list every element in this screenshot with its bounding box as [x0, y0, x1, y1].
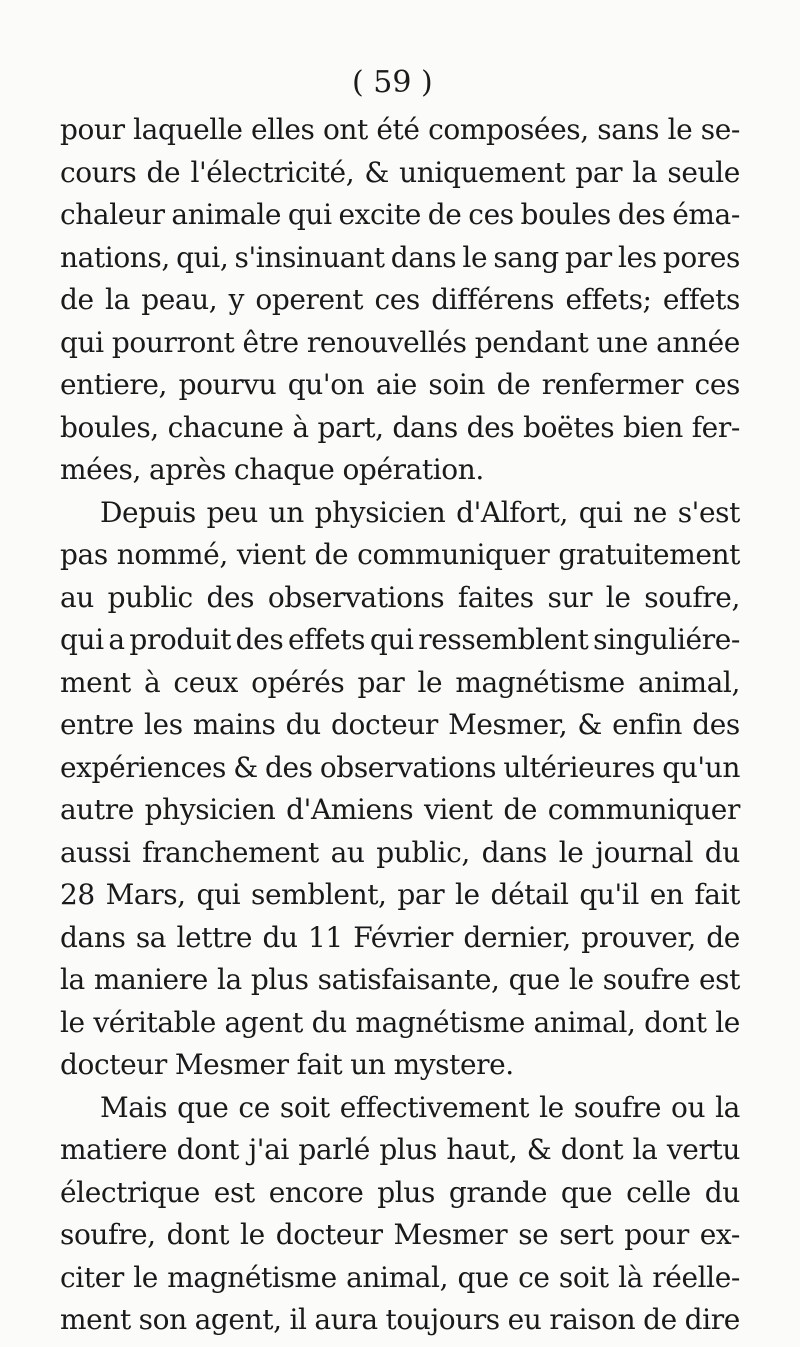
word: dont — [644, 1006, 707, 1039]
word: nommé, — [116, 538, 228, 571]
word: de — [427, 198, 462, 231]
word: eu — [507, 1303, 542, 1336]
word: matiere — [60, 1133, 168, 1166]
word: ou — [671, 1091, 706, 1124]
word: de — [706, 921, 740, 954]
word: encore — [268, 1176, 364, 1209]
word: l'électricité, — [190, 156, 355, 189]
word: se- — [700, 113, 740, 146]
word: entiere, — [60, 368, 168, 401]
text-line — [60, 1003, 740, 1043]
word: Mais — [100, 1091, 168, 1124]
word: ne — [633, 496, 667, 529]
word: physicien — [144, 793, 276, 826]
word: public, — [376, 836, 470, 869]
text-line — [60, 408, 740, 448]
word: que — [508, 963, 560, 996]
word: magnétisme — [167, 1261, 337, 1294]
word: maniere — [93, 963, 208, 996]
word: observations — [319, 751, 497, 784]
word: boëtes — [523, 411, 615, 444]
word: s'est — [677, 496, 740, 529]
word: de — [314, 538, 349, 571]
word: électrique — [60, 1176, 200, 1209]
word: un — [350, 1048, 386, 1081]
word: animal, — [533, 1006, 636, 1039]
word: mains — [192, 708, 276, 741]
word: effectivement — [339, 1091, 530, 1124]
text-line — [60, 918, 740, 958]
text-line — [60, 110, 740, 150]
word: & — [233, 751, 258, 784]
word: du — [704, 836, 740, 869]
word: d'Alfort, — [456, 496, 569, 529]
word: dans — [390, 241, 457, 274]
word: animal, — [346, 1261, 449, 1294]
word: plus — [377, 1176, 435, 1209]
word: grande — [448, 1176, 547, 1209]
word: chacune — [167, 411, 284, 444]
word: plus — [379, 1133, 437, 1166]
word: & — [364, 156, 389, 189]
word: chaleur — [60, 198, 165, 231]
word: mystere. — [393, 1048, 514, 1081]
word: ressemblent — [418, 623, 589, 656]
word: au — [330, 836, 365, 869]
word: pas — [60, 538, 108, 571]
word: 11 — [308, 921, 343, 954]
word: soufre, — [644, 581, 740, 614]
text-line — [60, 535, 740, 575]
word: sert — [559, 1218, 614, 1251]
text-line — [60, 1215, 740, 1255]
word: animal, — [638, 666, 740, 699]
word: les — [143, 708, 183, 741]
text-line — [60, 280, 740, 320]
word: un — [268, 496, 304, 529]
text-line — [60, 323, 740, 363]
word: magnétisme — [455, 666, 625, 699]
word: part, — [317, 411, 384, 444]
word: qui — [287, 198, 332, 231]
word: fer- — [691, 411, 740, 444]
word: sang — [493, 241, 559, 274]
word: dans — [60, 921, 126, 954]
word: à — [292, 411, 309, 444]
word: le — [455, 878, 480, 911]
word: excite — [338, 198, 421, 231]
word: communiquer — [547, 793, 740, 826]
word: le — [60, 1006, 85, 1039]
word: dont — [560, 1133, 624, 1166]
word: boules, — [60, 411, 159, 444]
word: fait — [694, 878, 740, 911]
word: agent, — [194, 1303, 282, 1336]
text-line — [60, 833, 740, 873]
word: citer — [60, 1261, 124, 1294]
word: a — [108, 623, 125, 656]
word: docteur — [330, 708, 438, 741]
word: le — [539, 1091, 564, 1124]
word: ces — [468, 198, 514, 231]
word: qu'on — [287, 368, 365, 401]
word: la — [715, 1091, 740, 1124]
word: la — [105, 283, 130, 316]
word: sur — [547, 581, 593, 614]
word: ce — [518, 1261, 550, 1294]
word: dire — [684, 1303, 740, 1336]
word: laquelle — [133, 113, 243, 146]
word: d'Amiens — [286, 793, 414, 826]
word: été — [376, 113, 420, 146]
word: pourront — [111, 326, 235, 359]
word: haut, — [446, 1133, 518, 1166]
text-line — [60, 1045, 740, 1085]
word: mées, — [60, 453, 141, 486]
word: raison — [549, 1303, 636, 1336]
word: Mesmer — [393, 1218, 508, 1251]
word: est — [699, 963, 740, 996]
word: détail — [490, 878, 569, 911]
word: soin — [428, 368, 486, 401]
word: vient — [423, 793, 493, 826]
word: celle — [626, 1176, 691, 1209]
word: opération. — [342, 453, 484, 486]
text-line — [60, 1258, 740, 1298]
word: de — [496, 368, 531, 401]
word: par — [564, 241, 612, 274]
word: qui — [60, 623, 104, 656]
word: ultérieures — [503, 751, 656, 784]
word: le — [605, 581, 631, 614]
word: operent — [255, 283, 364, 316]
word: docteur — [60, 1048, 167, 1081]
word: Février — [353, 921, 454, 954]
word: du — [704, 1176, 740, 1209]
word: le — [240, 1218, 265, 1251]
text-line — [60, 960, 740, 1000]
word: pour — [60, 113, 125, 146]
word: s'insinuant — [234, 241, 385, 274]
word: peu — [206, 496, 258, 529]
word: réelle- — [652, 1261, 740, 1294]
word: Mars, — [105, 878, 186, 911]
word: la — [60, 963, 85, 996]
word: différens — [431, 283, 555, 316]
word: les — [617, 241, 657, 274]
word: semblent, — [251, 878, 387, 911]
word: du — [311, 1006, 347, 1039]
word: pendant — [474, 326, 589, 359]
word: qu'un — [662, 751, 740, 784]
word: le — [462, 241, 488, 274]
word: journal — [595, 836, 694, 869]
word: aussi — [60, 836, 131, 869]
word: boules — [520, 198, 611, 231]
word: que — [560, 1176, 613, 1209]
word: dont — [166, 1218, 230, 1251]
word: aie — [375, 368, 417, 401]
word: ont — [322, 113, 368, 146]
word: effets — [662, 283, 740, 316]
word: chaque — [233, 453, 335, 486]
word: des — [617, 198, 666, 231]
text-line — [60, 705, 740, 745]
word: dernier, — [463, 921, 571, 954]
word: & — [526, 1133, 552, 1166]
word: une — [596, 326, 648, 359]
word: bien — [623, 411, 683, 444]
word: par — [397, 878, 445, 911]
word: observations — [267, 581, 445, 614]
word: satisfaisante, — [317, 963, 500, 996]
word: faites — [457, 581, 534, 614]
word: en — [649, 878, 684, 911]
word: sa — [135, 921, 167, 954]
word: ce — [238, 1091, 270, 1124]
text-line — [60, 1300, 740, 1340]
text-line — [60, 663, 740, 703]
word: de — [503, 793, 538, 826]
word: qui — [578, 496, 623, 529]
word: des — [235, 623, 284, 656]
page-number: ( 59 ) — [352, 65, 433, 100]
text-line — [60, 450, 740, 490]
word: pores — [662, 241, 740, 274]
word: expériences — [60, 751, 227, 784]
word: dans — [481, 836, 548, 869]
word: 28 — [60, 878, 95, 911]
word: ment — [60, 1303, 131, 1336]
word: la — [632, 1133, 658, 1166]
word: par — [357, 666, 405, 699]
word: de — [146, 156, 181, 189]
word: pourvu — [178, 368, 277, 401]
word: la — [216, 963, 242, 996]
text-line — [60, 238, 740, 278]
word: vient — [236, 538, 306, 571]
word: nations, — [60, 241, 170, 274]
word: après — [148, 453, 226, 486]
word: docteur — [275, 1218, 383, 1251]
text-line — [60, 153, 740, 193]
word: magnétisme — [355, 1006, 525, 1039]
word: qui — [196, 878, 241, 911]
word: soit — [279, 1091, 330, 1124]
text-line — [60, 1173, 740, 1213]
word: le — [568, 963, 594, 996]
word: dont — [176, 1133, 240, 1166]
word: effets; — [565, 283, 652, 316]
word: franchement — [142, 836, 319, 869]
word: entre — [60, 708, 134, 741]
word: animale — [171, 198, 282, 231]
word: le — [715, 1006, 740, 1039]
word: soufre, — [60, 1218, 156, 1251]
word: qui — [369, 623, 414, 656]
word: à — [143, 666, 161, 699]
word: j'ai — [248, 1133, 289, 1166]
text-line — [100, 493, 740, 533]
word: que — [457, 1261, 509, 1294]
word: toujours — [385, 1303, 500, 1336]
word: & — [577, 708, 602, 741]
word: que — [177, 1091, 229, 1124]
word: dans — [392, 411, 458, 444]
word: des — [264, 751, 313, 784]
word: de — [643, 1303, 677, 1336]
text-line — [60, 790, 740, 830]
word: des — [692, 708, 740, 741]
word: soufre — [573, 1091, 661, 1124]
word: du — [285, 708, 321, 741]
word: la — [632, 156, 658, 189]
word: fait — [296, 1048, 343, 1081]
word: ces — [694, 368, 740, 401]
word: ces — [374, 283, 420, 316]
word: par — [575, 156, 623, 189]
word: qu'il — [579, 878, 639, 911]
word: être — [242, 326, 299, 359]
text-line — [60, 875, 740, 915]
word: opérés — [251, 666, 345, 699]
word: public — [107, 581, 193, 614]
word: éma- — [672, 198, 740, 231]
word: ment — [60, 666, 131, 699]
word: renouvellés — [306, 326, 467, 359]
word: communiquer — [357, 538, 550, 571]
word: lettre — [176, 921, 253, 954]
word: est — [213, 1176, 255, 1209]
word: cours — [60, 156, 137, 189]
text-line — [60, 195, 740, 235]
word: des — [206, 581, 255, 614]
word: produit — [129, 623, 231, 656]
word: le — [417, 666, 443, 699]
word: prouver, — [581, 921, 696, 954]
word: du — [262, 921, 298, 954]
word: de — [60, 283, 94, 316]
word: sans — [597, 113, 660, 146]
word: peau, — [141, 283, 218, 316]
word: se — [518, 1218, 549, 1251]
word: physicien — [314, 496, 446, 529]
word: là — [618, 1261, 643, 1294]
word: il — [289, 1303, 307, 1336]
word: qui, — [176, 241, 229, 274]
word: plus — [250, 963, 309, 996]
word: des — [466, 411, 515, 444]
word: agent — [224, 1006, 303, 1039]
word: vertu — [666, 1133, 740, 1166]
word: pour — [624, 1218, 689, 1251]
text-line — [60, 1130, 740, 1170]
word: le — [667, 113, 693, 146]
text-line — [100, 1088, 740, 1128]
word: soit — [558, 1261, 609, 1294]
word: le — [133, 1261, 158, 1294]
word: aura — [314, 1303, 378, 1336]
text-line — [60, 578, 740, 618]
word: gratuitement — [558, 538, 740, 571]
text-line — [60, 365, 740, 405]
word: véritable — [93, 1006, 216, 1039]
word: elles — [251, 113, 315, 146]
text-line — [60, 748, 740, 788]
word: au — [60, 581, 94, 614]
word: effets — [288, 623, 366, 656]
word: Mesmer, — [448, 708, 568, 741]
word: composées, — [428, 113, 589, 146]
word: singuliére- — [593, 623, 740, 656]
word: enfin — [612, 708, 683, 741]
word: qui — [60, 326, 104, 359]
word: le — [558, 836, 584, 869]
word: soufre — [602, 963, 690, 996]
word: uniquement — [399, 156, 566, 189]
word: année — [656, 326, 740, 359]
word: y — [228, 283, 245, 316]
word: seule — [667, 156, 740, 189]
word: Depuis — [100, 496, 196, 529]
word: ex- — [699, 1218, 740, 1251]
word: parlé — [298, 1133, 370, 1166]
word: Mesmer — [174, 1048, 289, 1081]
word: autre — [60, 793, 134, 826]
text-line — [60, 620, 740, 660]
word: son — [138, 1303, 187, 1336]
word: renfermer — [541, 368, 684, 401]
word: ceux — [173, 666, 238, 699]
